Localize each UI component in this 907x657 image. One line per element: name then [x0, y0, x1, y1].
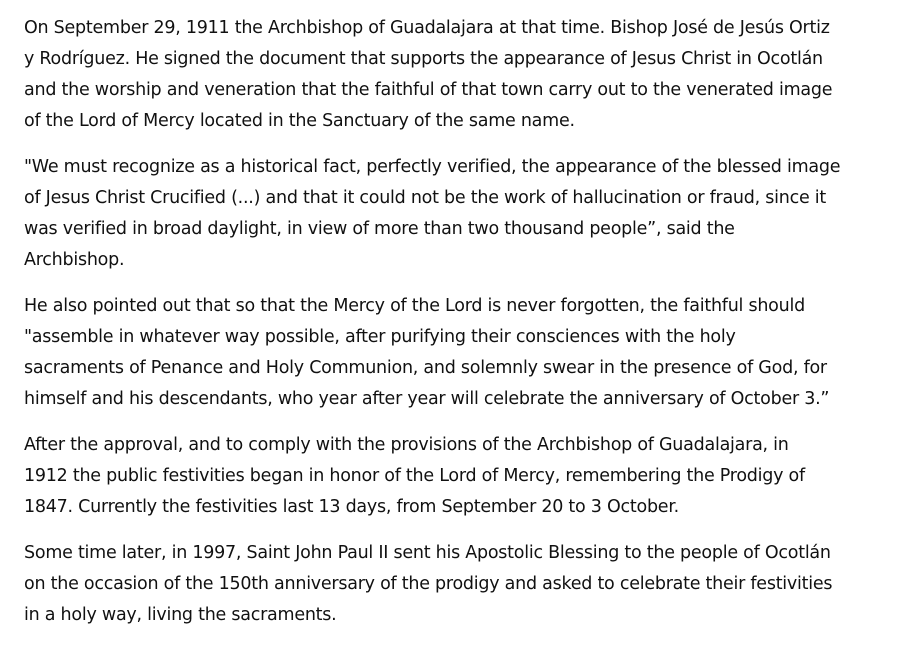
document-body	[24, 13, 902, 631]
text-line: "assemble in whatever way possible, after purifying their consciences with the holy	[24, 327, 736, 347]
text-line: Archbishop.	[24, 250, 125, 270]
text-line: y Rodríguez. He signed the document that supports the appearance of Jesus Christ in Ocotlán	[24, 49, 823, 69]
paragraph-2	[24, 152, 902, 276]
paragraph-4	[24, 430, 902, 523]
text-line: "We must recognize as a historical fact, perfectly verified, the appearance of the blessed image	[24, 157, 841, 177]
text-line: sacraments of Penance and Holy Communion, and solemnly swear in the presence of God, for	[24, 358, 827, 378]
text-line: On September 29, 1911 the Archbishop of Guadalajara at that time. Bishop José de Jesús Ortiz	[24, 18, 830, 38]
text-line: Some time later, in 1997, Saint John Paul II sent his Apostolic Blessing to the people of Ocotlán	[24, 543, 831, 563]
text-line: 1847. Currently the festivities last 13 days, from September 20 to 3 October.	[24, 497, 679, 517]
text-line: 1912 the public festivities began in honor of the Lord of Mercy, remembering the Prodigy of	[24, 466, 805, 486]
text-line: on the occasion of the 150th anniversary of the prodigy and asked to celebrate their festivities	[24, 574, 833, 594]
text-line: After the approval, and to comply with the provisions of the Archbishop of Guadalajara, in	[24, 435, 789, 455]
paragraph-3	[24, 291, 902, 415]
text-line: in a holy way, living the sacraments.	[24, 605, 337, 625]
text-line: himself and his descendants, who year after year will celebrate the anniversary of October 3.”	[24, 389, 830, 409]
text-line: He also pointed out that so that the Mercy of the Lord is never forgotten, the faithful should	[24, 296, 805, 316]
paragraph-5	[24, 538, 902, 631]
text-line: of Jesus Christ Crucified (...) and that it could not be the work of hallucination or fraud, since it	[24, 188, 827, 208]
text-line: was verified in broad daylight, in view of more than two thousand people”, said the	[24, 219, 735, 239]
paragraph-1	[24, 13, 902, 137]
text-line: and the worship and veneration that the faithful of that town carry out to the venerated image	[24, 80, 833, 100]
text-line: of the Lord of Mercy located in the Sanctuary of the same name.	[24, 111, 575, 131]
